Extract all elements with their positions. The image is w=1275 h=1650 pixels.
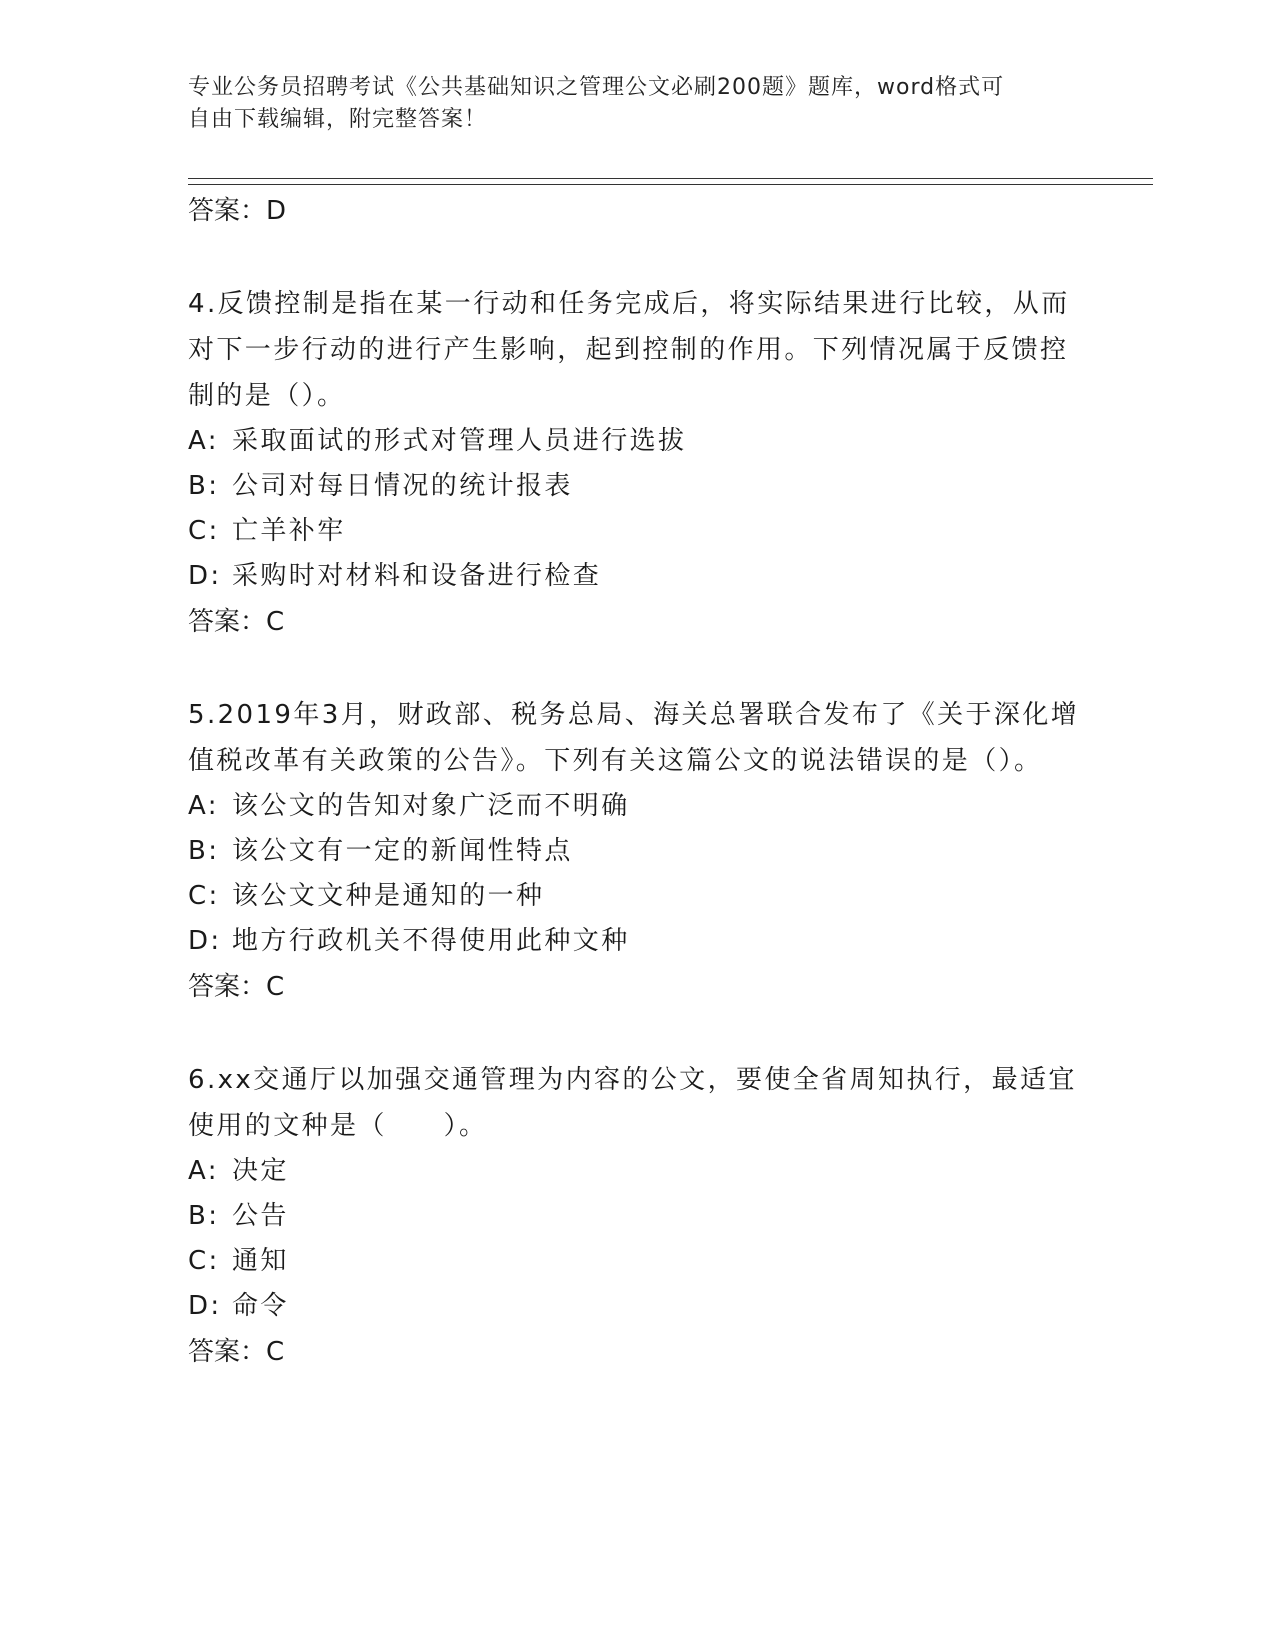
option-letter: D: [188,926,222,956]
option-b [188,464,1088,509]
question-5 [188,692,1088,1010]
option-letter: A: [188,1156,219,1186]
option-letter: C: [188,1246,220,1276]
option-d [188,554,1088,599]
option-text: 该公文的告知对象广泛而不明确 [232,791,630,821]
option-letter: B: [188,836,220,866]
header-line-2: 自由下载编辑，附完整答案！ [188,107,488,132]
option-a [188,1149,1088,1194]
option-text: 该公文有一定的新闻性特点 [232,836,573,866]
option-text: 公告 [232,1201,289,1231]
header-double-rule [188,178,1153,185]
answer: 答案：C [188,607,285,637]
option-letter: D: [188,1291,222,1321]
option-text: 采取面试的形式对管理人员进行选拔 [232,426,687,456]
option-b [188,1194,1088,1239]
option-letter: A: [188,791,219,821]
question-stem: 5.2019年3月，财政部、税务总局、海关总署联合发布了《关于深化增值税改革有关政策的公告》。下列有关这篇公文的说法错误的是（）。 [188,700,1080,776]
option-c [188,874,1088,919]
option-letter: A: [188,426,219,456]
question-stem: 6.xx交通厅以加强交通管理为内容的公文，要使全省周知执行，最适宜使用的文种是（ ）。 [188,1065,1077,1141]
option-text: 决定 [232,1156,289,1186]
option-text: 公司对每日情况的统计报表 [232,471,573,501]
option-letter: C: [188,881,220,911]
option-text: 该公文文种是通知的一种 [232,881,545,911]
option-a [188,419,1088,464]
option-c [188,509,1088,554]
question-stem: 4.反馈控制是指在某一行动和任务完成后，将实际结果进行比较，从而对下一步行动的进行产生影响，起到控制的作用。下列情况属于反馈控制的是（）。 [188,289,1070,411]
option-d [188,1284,1088,1329]
option-letter: D: [188,561,222,591]
option-text: 地方行政机关不得使用此种文种 [232,926,630,956]
answer: 答案：C [188,1337,285,1367]
option-letter: B: [188,471,220,501]
option-text: 命令 [232,1291,289,1321]
previous-answer: 答案：D [188,196,287,226]
option-letter: C: [188,516,220,546]
option-text: 采购时对材料和设备进行检查 [232,561,602,591]
document-header [188,72,1068,136]
option-c [188,1239,1088,1284]
question-4 [188,281,1088,645]
question-list [188,188,1088,1375]
option-text: 亡羊补牢 [232,516,346,546]
answer: 答案：C [188,972,285,1002]
question-6 [188,1057,1088,1375]
option-b [188,829,1088,874]
option-letter: B: [188,1201,220,1231]
option-d [188,919,1088,964]
option-a [188,784,1088,829]
option-text: 通知 [232,1246,289,1276]
header-line-1: 专业公务员招聘考试《公共基础知识之管理公文必刷200题》题库，word格式可 [188,75,1005,100]
